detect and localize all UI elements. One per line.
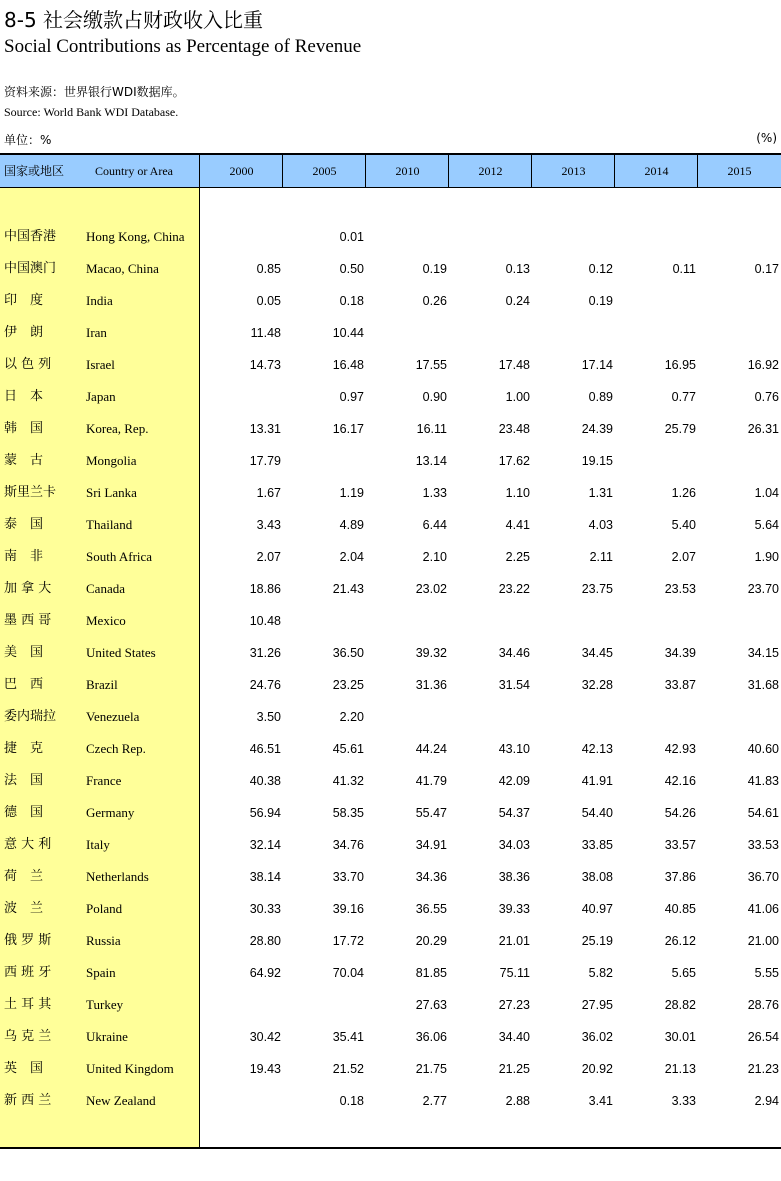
value-cell: 38.08: [581, 870, 613, 884]
value-cell: 38.36: [498, 870, 530, 884]
value-cell: 0.17: [754, 262, 779, 276]
country-name-cn: 巴 西: [4, 677, 44, 692]
header-year-1: 2005: [282, 155, 366, 187]
table-row: [0, 477, 781, 509]
value-cell: 34.40: [498, 1030, 530, 1044]
value-cell: 24.76: [249, 678, 281, 692]
table-row: [0, 637, 781, 669]
table-row: [0, 1085, 781, 1117]
country-name-en: Canada: [86, 581, 125, 596]
value-cell: 58.35: [332, 806, 364, 820]
page-title-en: Social Contributions as Percentage of Revenue: [4, 36, 362, 57]
value-cell: 28.76: [747, 998, 779, 1012]
country-name-cn: 西 班 牙: [4, 965, 52, 980]
page-title-cn: 8-5 社会缴款占财政收入比重: [4, 8, 264, 32]
country-name-cn: 日 本: [4, 389, 44, 404]
value-cell: 33.87: [664, 678, 696, 692]
country-name-en: Spain: [86, 965, 116, 980]
country-name-en: Netherlands: [86, 869, 149, 884]
value-cell: 42.16: [664, 774, 696, 788]
country-name-cn: 俄 罗 斯: [4, 933, 52, 948]
country-name-en: Korea, Rep.: [86, 421, 149, 436]
value-cell: 40.97: [581, 902, 613, 916]
table-row: [0, 317, 781, 349]
value-cell: 23.70: [747, 582, 779, 596]
value-cell: 36.55: [415, 902, 447, 916]
country-name-en: Venezuela: [86, 709, 140, 724]
table-row: [0, 573, 781, 605]
value-cell: 40.60: [747, 742, 779, 756]
value-cell: 0.18: [339, 294, 364, 308]
value-cell: 5.40: [671, 518, 696, 532]
value-cell: 40.38: [249, 774, 281, 788]
header-country-cn: 国家或地区: [4, 164, 65, 178]
country-name-cn: 捷 克: [4, 741, 44, 756]
country-name-cn: 德 国: [4, 805, 44, 820]
country-name-cn: 意 大 利: [4, 837, 52, 852]
unit-label-right: (%): [756, 131, 777, 145]
value-cell: 36.02: [581, 1030, 613, 1044]
country-name-en: New Zealand: [86, 1093, 156, 1108]
value-cell: 17.62: [498, 454, 530, 468]
value-cell: 2.07: [671, 550, 696, 564]
value-cell: 21.00: [747, 934, 779, 948]
table-row: [0, 509, 781, 541]
country-name-cn: 加 拿 大: [4, 581, 52, 596]
table-row: [0, 925, 781, 957]
value-cell: 19.43: [249, 1062, 281, 1076]
value-cell: 0.11: [672, 262, 696, 276]
value-cell: 13.14: [415, 454, 447, 468]
header-year-0: 2000: [199, 155, 283, 187]
table-bottom-rule: [0, 1147, 781, 1149]
value-cell: 42.09: [498, 774, 530, 788]
table-row: [0, 541, 781, 573]
value-cell: 36.06: [415, 1030, 447, 1044]
value-cell: 21.52: [332, 1062, 364, 1076]
value-cell: 81.85: [415, 966, 447, 980]
table-header: [0, 155, 781, 188]
value-cell: 16.17: [332, 422, 364, 436]
value-cell: 0.01: [339, 230, 364, 244]
country-name-en: Czech Rep.: [86, 741, 146, 756]
table-row: [0, 669, 781, 701]
value-cell: 2.10: [422, 550, 447, 564]
value-cell: 25.79: [664, 422, 696, 436]
value-cell: 28.80: [249, 934, 281, 948]
country-name-en: United States: [86, 645, 156, 660]
country-name-cn: 委内瑞拉: [4, 709, 57, 724]
value-cell: 21.01: [498, 934, 530, 948]
value-cell: 42.93: [664, 742, 696, 756]
country-name-cn: 南 非: [4, 549, 44, 564]
value-cell: 0.89: [588, 390, 613, 404]
value-cell: 1.04: [754, 486, 779, 500]
header-year-4: 2013: [531, 155, 615, 187]
value-cell: 5.64: [754, 518, 779, 532]
value-cell: 37.86: [664, 870, 696, 884]
table-row: [0, 285, 781, 317]
value-cell: 17.79: [249, 454, 281, 468]
value-cell: 75.11: [499, 966, 530, 980]
value-cell: 54.37: [498, 806, 530, 820]
value-cell: 36.70: [747, 870, 779, 884]
header-year-5: 2014: [614, 155, 698, 187]
value-cell: 70.04: [332, 966, 364, 980]
value-cell: 5.65: [671, 966, 696, 980]
unit-label: 单位：%: [4, 133, 52, 147]
value-cell: 1.10: [505, 486, 530, 500]
value-cell: 2.20: [339, 710, 364, 724]
value-cell: 44.24: [415, 742, 447, 756]
value-cell: 17.14: [581, 358, 613, 372]
value-cell: 0.19: [588, 294, 613, 308]
country-name-cn: 蒙 古: [4, 453, 44, 468]
value-cell: 30.01: [664, 1030, 696, 1044]
country-name-cn: 乌 克 兰: [4, 1029, 52, 1044]
value-cell: 2.04: [339, 550, 364, 564]
country-name-en: Ukraine: [86, 1029, 128, 1044]
value-cell: 4.41: [505, 518, 530, 532]
value-cell: 0.97: [339, 390, 364, 404]
value-cell: 54.61: [747, 806, 779, 820]
country-name-cn: 伊 朗: [4, 325, 44, 340]
value-cell: 41.79: [415, 774, 447, 788]
country-name-en: Hong Kong, China: [86, 229, 185, 244]
table-row: [0, 349, 781, 381]
value-cell: 41.32: [332, 774, 364, 788]
country-name-cn: 新 西 兰: [4, 1093, 52, 1108]
value-cell: 30.33: [249, 902, 281, 916]
value-cell: 3.41: [588, 1094, 613, 1108]
value-cell: 41.83: [747, 774, 779, 788]
country-name-en: Mexico: [86, 613, 126, 628]
table-row: [0, 989, 781, 1021]
country-name-en: South Africa: [86, 549, 153, 564]
country-name-en: Brazil: [86, 677, 118, 692]
value-cell: 34.03: [498, 838, 530, 852]
value-cell: 0.77: [671, 390, 696, 404]
value-cell: 54.40: [581, 806, 613, 820]
country-name-cn: 美 国: [4, 645, 44, 660]
value-cell: 33.57: [664, 838, 696, 852]
country-name-en: Mongolia: [86, 453, 137, 468]
table-row: [0, 893, 781, 925]
value-cell: 33.53: [747, 838, 779, 852]
value-cell: 40.85: [664, 902, 696, 916]
country-name-en: Israel: [86, 357, 115, 372]
country-name-cn: 韩 国: [4, 421, 44, 436]
country-name-en: Turkey: [86, 997, 124, 1012]
table-row: [0, 253, 781, 285]
table-row: [0, 413, 781, 445]
country-name-cn: 斯里兰卡: [4, 485, 57, 500]
value-cell: 17.55: [415, 358, 447, 372]
country-name-cn: 波 兰: [4, 901, 44, 916]
value-cell: 45.61: [332, 742, 364, 756]
value-cell: 41.06: [747, 902, 779, 916]
source-note-cn: 资料来源：世界银行WDI数据库。: [4, 85, 185, 99]
country-name-en: Sri Lanka: [86, 485, 137, 500]
country-name-en: Poland: [86, 901, 123, 916]
value-cell: 4.03: [588, 518, 613, 532]
table-row: [0, 957, 781, 989]
value-cell: 2.94: [754, 1094, 779, 1108]
country-name-en: France: [86, 773, 122, 788]
value-cell: 3.33: [671, 1094, 696, 1108]
country-name-cn: 英 国: [4, 1061, 44, 1076]
table-row: [0, 861, 781, 893]
value-cell: 32.28: [581, 678, 613, 692]
country-name-en: Thailand: [86, 517, 133, 532]
value-cell: 23.75: [581, 582, 613, 596]
value-cell: 4.89: [339, 518, 364, 532]
country-name-en: Japan: [86, 389, 116, 404]
value-cell: 5.55: [754, 966, 779, 980]
value-cell: 3.43: [256, 518, 281, 532]
value-cell: 2.11: [589, 550, 613, 564]
value-cell: 26.31: [747, 422, 779, 436]
country-name-cn: 法 国: [4, 773, 44, 788]
value-cell: 1.33: [422, 486, 447, 500]
value-cell: 23.53: [664, 582, 696, 596]
country-name-en: Iran: [86, 325, 107, 340]
value-cell: 0.24: [505, 294, 530, 308]
country-name-en: United Kingdom: [86, 1061, 174, 1076]
value-cell: 16.11: [416, 422, 447, 436]
value-cell: 55.47: [415, 806, 447, 820]
value-cell: 34.46: [498, 646, 530, 660]
value-cell: 21.75: [415, 1062, 447, 1076]
value-cell: 31.54: [498, 678, 530, 692]
value-cell: 10.48: [249, 614, 281, 628]
value-cell: 16.48: [332, 358, 364, 372]
value-cell: 20.29: [415, 934, 447, 948]
value-cell: 42.13: [581, 742, 613, 756]
value-cell: 39.16: [332, 902, 364, 916]
value-cell: 2.88: [505, 1094, 530, 1108]
value-cell: 2.07: [256, 550, 281, 564]
header-year-3: 2012: [448, 155, 532, 187]
value-cell: 64.92: [249, 966, 281, 980]
value-cell: 31.68: [747, 678, 779, 692]
value-cell: 20.92: [581, 1062, 613, 1076]
value-cell: 27.95: [581, 998, 613, 1012]
table-row: [0, 733, 781, 765]
table-row: [0, 765, 781, 797]
value-cell: 31.36: [415, 678, 447, 692]
value-cell: 46.51: [249, 742, 281, 756]
source-note-en: Source: World Bank WDI Database.: [4, 105, 179, 119]
value-cell: 2.25: [505, 550, 530, 564]
country-name-cn: 荷 兰: [4, 869, 44, 884]
country-name-cn: 印 度: [4, 293, 44, 308]
country-name-cn: 以 色 列: [4, 357, 52, 372]
value-cell: 21.13: [664, 1062, 696, 1076]
table-row: [0, 445, 781, 477]
value-cell: 30.42: [249, 1030, 281, 1044]
value-cell: 0.26: [422, 294, 447, 308]
value-cell: 24.39: [581, 422, 613, 436]
value-cell: 25.19: [581, 934, 613, 948]
value-cell: 56.94: [249, 806, 281, 820]
value-cell: 16.95: [664, 358, 696, 372]
value-cell: 0.90: [422, 390, 447, 404]
value-cell: 21.43: [332, 582, 364, 596]
country-name-en: Russia: [86, 933, 121, 948]
value-cell: 21.25: [498, 1062, 530, 1076]
value-cell: 0.50: [339, 262, 364, 276]
value-cell: 0.05: [256, 294, 281, 308]
value-cell: 31.26: [249, 646, 281, 660]
country-name-cn: 泰 国: [4, 517, 44, 532]
value-cell: 34.15: [747, 646, 779, 660]
value-cell: 10.44: [332, 326, 364, 340]
header-year-6: 2015: [697, 155, 781, 187]
value-cell: 0.85: [256, 262, 281, 276]
table-row: [0, 221, 781, 253]
value-cell: 23.25: [332, 678, 364, 692]
value-cell: 54.26: [664, 806, 696, 820]
value-cell: 1.67: [256, 486, 281, 500]
value-cell: 16.92: [747, 358, 779, 372]
value-cell: 23.48: [498, 422, 530, 436]
value-cell: 26.54: [747, 1030, 779, 1044]
value-cell: 34.36: [415, 870, 447, 884]
value-cell: 35.41: [332, 1030, 364, 1044]
value-cell: 26.12: [664, 934, 696, 948]
value-cell: 17.48: [498, 358, 530, 372]
value-cell: 13.31: [249, 422, 281, 436]
table-row: [0, 1021, 781, 1053]
value-cell: 39.33: [498, 902, 530, 916]
country-name-en: Germany: [86, 805, 135, 820]
value-cell: 0.76: [754, 390, 779, 404]
value-cell: 34.39: [664, 646, 696, 660]
value-cell: 0.18: [339, 1094, 364, 1108]
table-row: [0, 701, 781, 733]
value-cell: 41.91: [581, 774, 613, 788]
value-cell: 27.23: [498, 998, 530, 1012]
table-row: [0, 797, 781, 829]
country-name-cn: 中国澳门: [4, 261, 57, 276]
value-cell: 0.12: [588, 262, 613, 276]
value-cell: 1.31: [588, 486, 613, 500]
value-cell: 19.15: [581, 454, 613, 468]
value-cell: 27.63: [415, 998, 447, 1012]
value-cell: 39.32: [415, 646, 447, 660]
country-name-cn: 中国香港: [4, 229, 57, 244]
table-row: [0, 1053, 781, 1085]
value-cell: 33.85: [581, 838, 613, 852]
value-cell: 21.23: [747, 1062, 779, 1076]
country-name-en: Macao, China: [86, 261, 159, 276]
value-cell: 14.73: [249, 358, 281, 372]
value-cell: 5.82: [588, 966, 613, 980]
value-cell: 1.00: [505, 390, 530, 404]
header-country-en: Country or Area: [95, 164, 173, 178]
country-name-en: India: [86, 293, 113, 308]
value-cell: 2.77: [422, 1094, 447, 1108]
value-cell: 0.13: [505, 262, 530, 276]
table-row: [0, 605, 781, 637]
value-cell: 1.19: [339, 486, 364, 500]
value-cell: 33.70: [332, 870, 364, 884]
value-cell: 23.22: [498, 582, 530, 596]
value-cell: 28.82: [664, 998, 696, 1012]
value-cell: 34.45: [581, 646, 613, 660]
value-cell: 38.14: [249, 870, 281, 884]
value-cell: 3.50: [256, 710, 281, 724]
value-cell: 1.90: [754, 550, 779, 564]
value-cell: 1.26: [671, 486, 696, 500]
value-cell: 23.02: [415, 582, 447, 596]
value-cell: 17.72: [332, 934, 364, 948]
value-cell: 18.86: [249, 582, 281, 596]
country-name-cn: 墨 西 哥: [4, 613, 52, 628]
country-name-cn: 土 耳 其: [4, 997, 52, 1012]
table-row: [0, 381, 781, 413]
value-cell: 43.10: [498, 742, 530, 756]
value-cell: 11.48: [250, 326, 281, 340]
value-cell: 6.44: [422, 518, 447, 532]
value-cell: 34.91: [415, 838, 447, 852]
header-year-2: 2010: [365, 155, 449, 187]
value-cell: 34.76: [332, 838, 364, 852]
table-row: [0, 829, 781, 861]
value-cell: 0.19: [422, 262, 447, 276]
value-cell: 36.50: [332, 646, 364, 660]
value-cell: 32.14: [249, 838, 281, 852]
country-name-en: Italy: [86, 837, 110, 852]
